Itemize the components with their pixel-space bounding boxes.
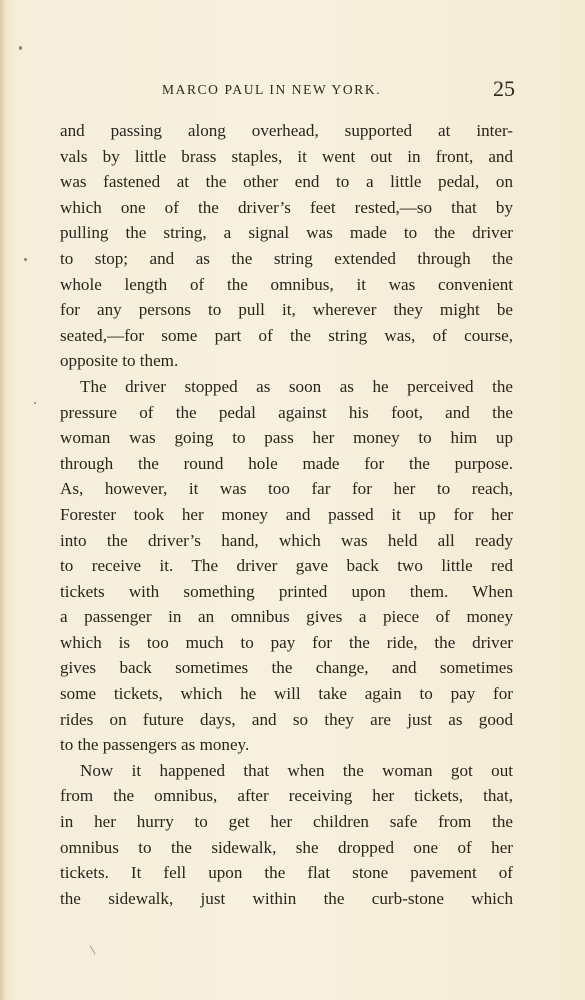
text-line: through the round hole made for the purpose. (60, 453, 513, 473)
text-line: to receive it. The driver gave back two little red (60, 556, 513, 576)
text-line: As, however, it was too far for her to reach, (60, 479, 513, 499)
text-line: vals by little brass staples, it went out in front, and (60, 146, 513, 166)
text-line: gives back sometimes the change, and sometimes (60, 658, 513, 678)
text-line: tickets. It fell upon the flat stone pavement of (60, 863, 513, 883)
paper-speck (34, 402, 36, 404)
paper-speck (19, 46, 22, 50)
text-line: and passing along overhead, supported at inter- (60, 121, 513, 140)
paper-speck (24, 258, 27, 261)
page-number: 25 (493, 76, 515, 101)
text-line: rides on future days, and so they are just as good (60, 709, 513, 729)
text-line: into the driver’s hand, which was held all ready (60, 530, 513, 550)
text-line: to the passengers as money. (60, 735, 250, 755)
text-line: to stop; and as the string extended through the (60, 248, 513, 268)
body-text (60, 118, 513, 911)
text-line: was fastened at the other end to a little pedal, on (60, 172, 513, 192)
page-gutter-shadow (0, 0, 6, 1000)
text-line: pressure of the pedal against his foot, and the (60, 402, 513, 422)
text-line: which is too much to pay for the ride, the driver (60, 632, 513, 652)
text-line: woman was going to pass her money to him up (60, 428, 513, 448)
text-line: the sidewalk, just within the curb-stone which (60, 888, 513, 908)
text-line: for any persons to pull it, wherever they might be (60, 300, 513, 320)
text-line: pulling the string, a signal was made to the driver (60, 223, 513, 243)
text-line: whole length of the omnibus, it was convenient (60, 274, 513, 294)
running-head: MARCO PAUL IN NEW YORK. (162, 82, 382, 97)
text-line: some tickets, which he will take again to pay for (60, 684, 513, 704)
text-line: Forester took her money and passed it up for her (60, 504, 513, 524)
text-line: seated,—for some part of the string was, of course, (60, 325, 513, 345)
paragraph-first-line: Now it happened that when the woman got out (80, 760, 513, 780)
text-line: a passenger in an omnibus gives a piece of money (60, 607, 513, 627)
text-line: which one of the driver’s feet rested,—so that by (60, 197, 513, 217)
text-line: in her hurry to get her children safe from the (60, 812, 513, 832)
text-line: omnibus to the sidewalk, she dropped one of her (60, 837, 513, 857)
text-line: opposite to them. (60, 351, 179, 371)
page-header (60, 78, 515, 102)
text-line: from the omnibus, after receiving her tickets, that, (60, 786, 513, 806)
ink-mark (90, 943, 99, 954)
text-line: tickets with something printed upon them. When (60, 581, 513, 601)
paragraph-first-line: The driver stopped as soon as he perceived the (80, 376, 513, 396)
